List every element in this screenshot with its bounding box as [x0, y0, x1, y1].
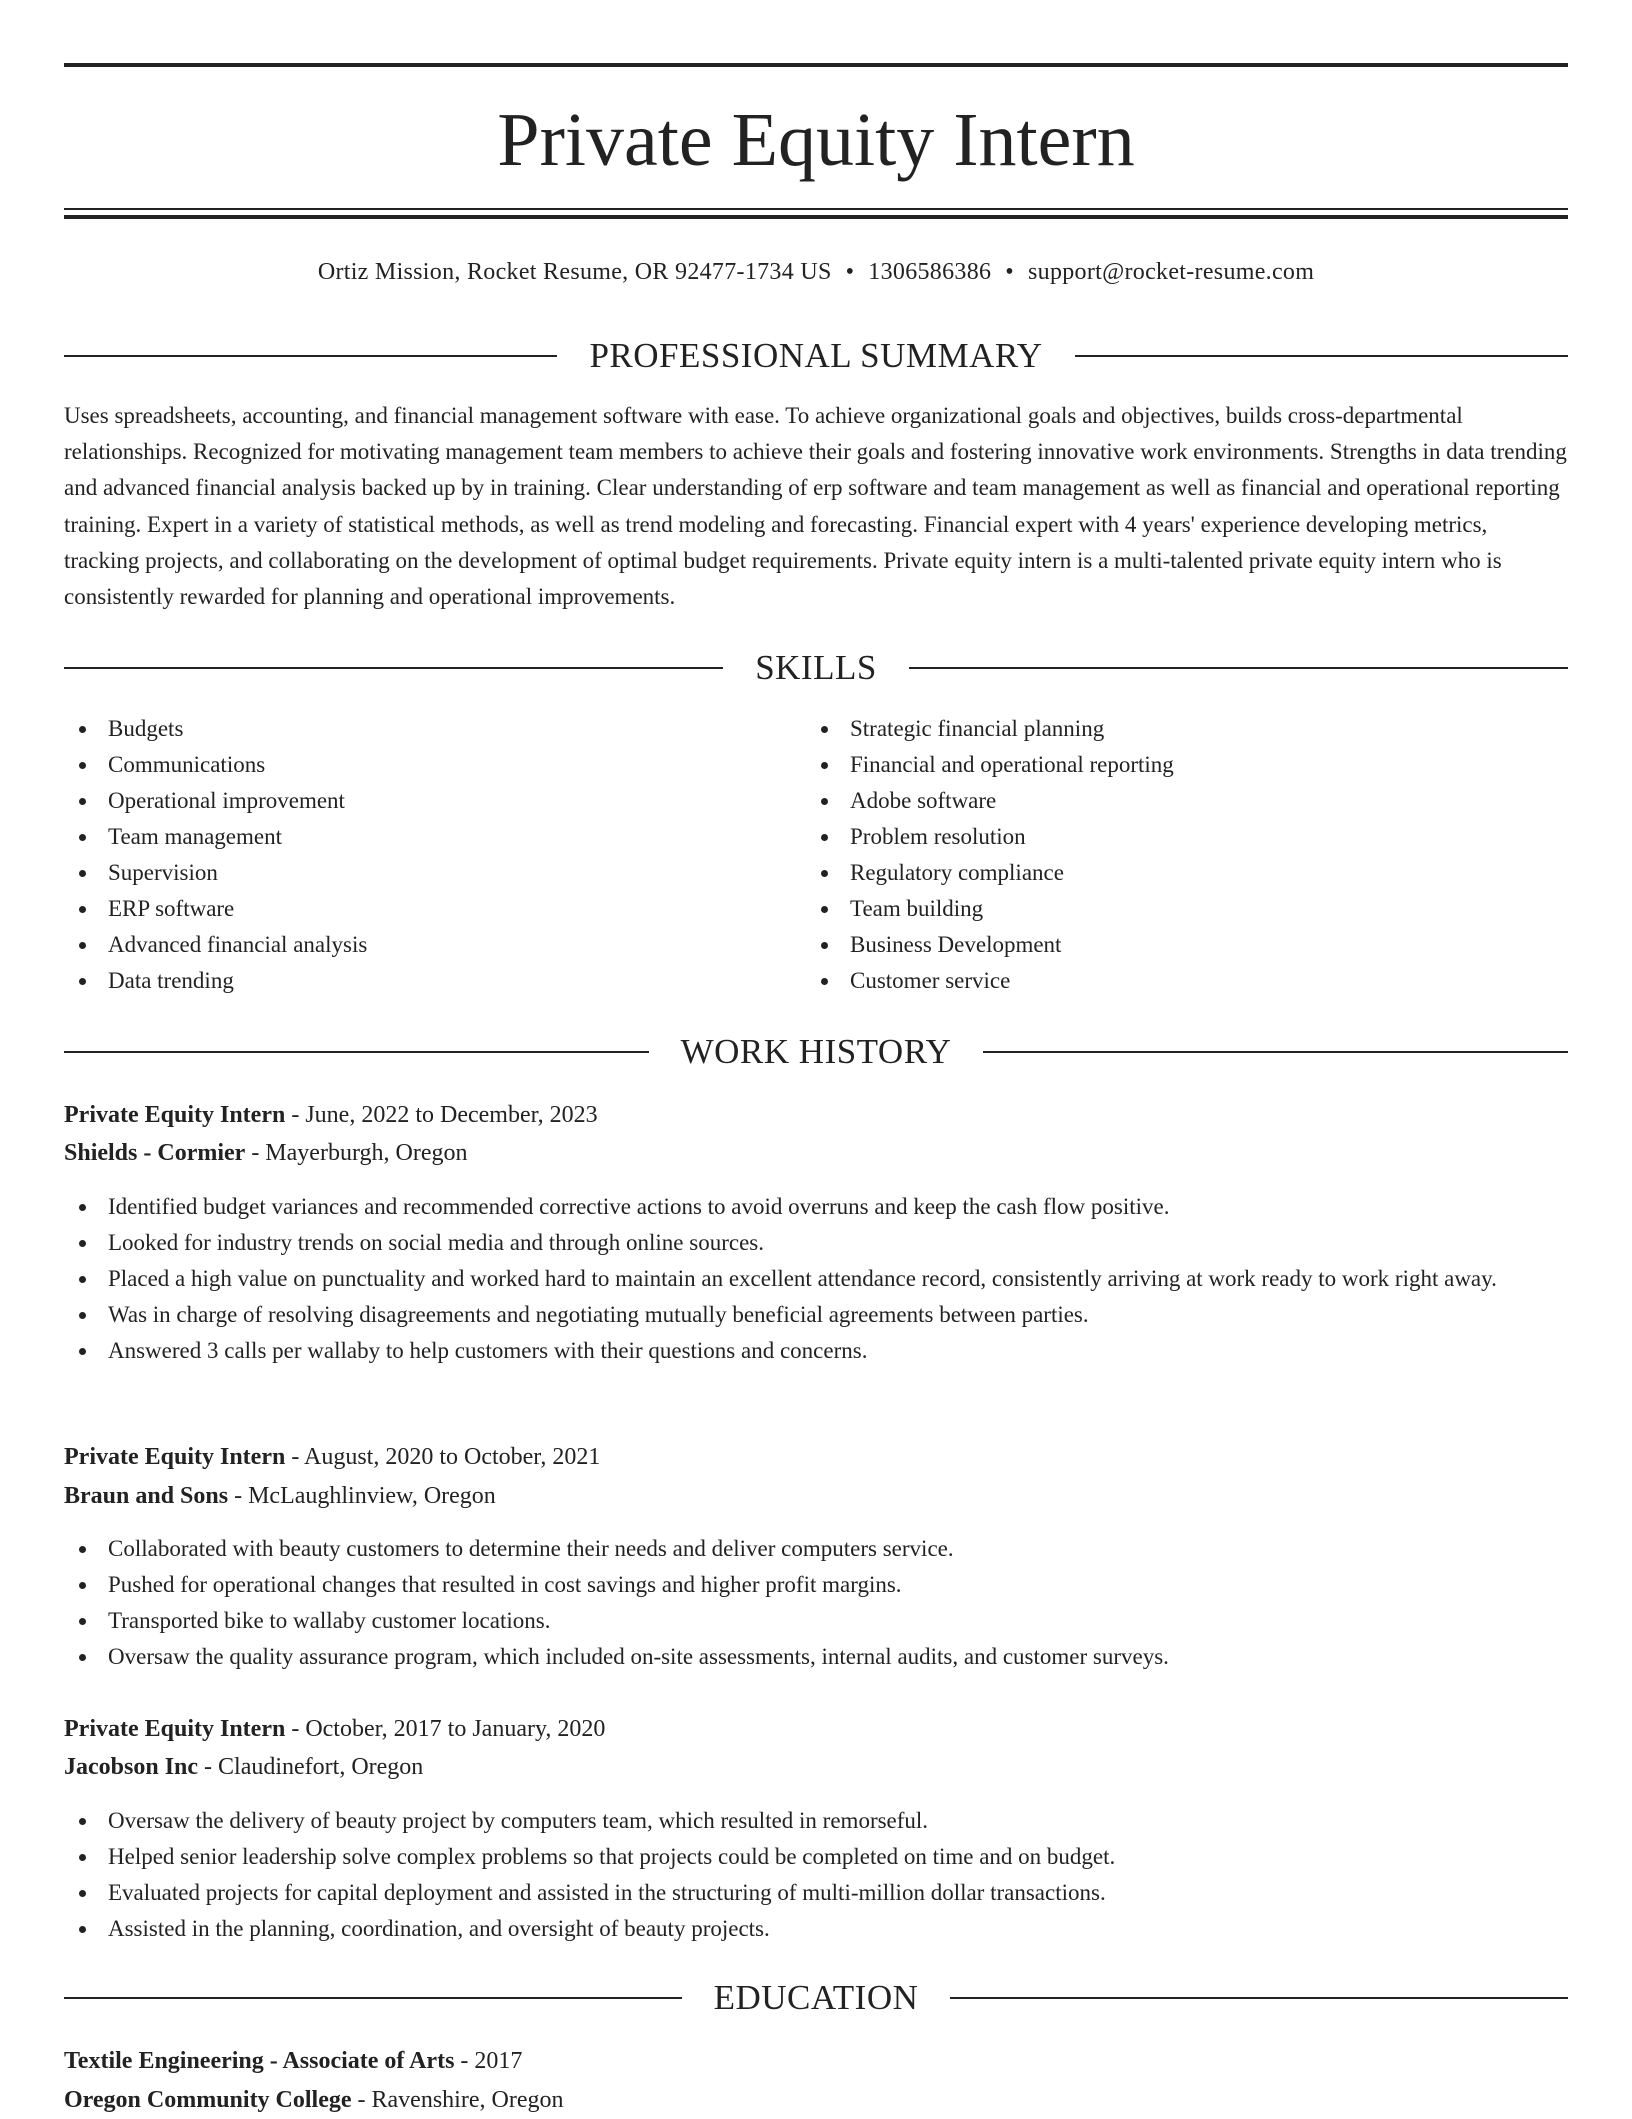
section-rule: [64, 355, 557, 357]
job-bullets: [64, 1189, 1568, 1369]
section-rule: [1075, 355, 1568, 357]
contact-separator: •: [845, 259, 855, 285]
job-bullet: Assisted in the planning, coordination, and oversight of beauty projects.: [64, 1911, 1568, 1947]
education-location: - Ravenshire, Oregon: [351, 2087, 564, 2113]
job-location: - Mayerburgh, Oregon: [245, 1140, 468, 1166]
skill-item: Problem resolution: [806, 819, 1546, 855]
top-rule: [64, 63, 1568, 67]
skills-list-right: [806, 711, 1546, 999]
job-title-line: [64, 1096, 1568, 1134]
job-bullet: Collaborated with beauty customers to determine their needs and deliver computers service.: [64, 1531, 1568, 1567]
skill-item: Strategic financial planning: [806, 711, 1546, 747]
section-rule: [64, 1997, 682, 1999]
skill-item: Communications: [64, 747, 804, 783]
education-year: - 2017: [454, 2048, 523, 2074]
job-bullet: Oversaw the delivery of beauty project by computers team, which resulted in remorseful.: [64, 1803, 1568, 1839]
skill-item: Data trending: [64, 963, 804, 999]
job-title: Private Equity Intern: [64, 1444, 286, 1470]
skill-item: Advanced financial analysis: [64, 927, 804, 963]
contact-line: [64, 256, 1568, 288]
job-dates: - June, 2022 to December, 2023: [285, 1102, 598, 1128]
job-company: Braun and Sons: [64, 1483, 229, 1509]
skill-item: ERP software: [64, 891, 804, 927]
section-header-skills: [64, 646, 1568, 690]
skill-item: Customer service: [806, 963, 1546, 999]
education-school-line: [64, 2081, 1568, 2119]
job-bullet: Looked for industry trends on social media and through online sources.: [64, 1225, 1568, 1261]
job-bullet: Placed a high value on punctuality and worked hard to maintain an excellent attendance record, consistently arriving at work ready to work right away.: [64, 1261, 1568, 1297]
job-title-line: [64, 1710, 1568, 1748]
job-location: - Claudinefort, Oregon: [198, 1754, 424, 1780]
skill-item: Supervision: [64, 855, 804, 891]
contact-phone: 1306586386: [868, 259, 992, 285]
job-bullet: Oversaw the quality assurance program, which included on-site assessments, internal audits, and customer surveys.: [64, 1639, 1568, 1675]
job-title: Private Equity Intern: [64, 1102, 286, 1128]
section-title-work: WORK HISTORY: [680, 1032, 952, 1071]
education-degree-line: [64, 2042, 1568, 2080]
section-rule: [983, 1051, 1568, 1053]
summary-text: Uses spreadsheets, accounting, and financial management software with ease. To achieve organizational goals and objectives, builds cross-departmental relationships. Recognized for motivating management team members to achieve their goals and fostering innovative work environments. Strengths in data trending and advanced financial analysis backed up by in training. Clear understanding of erp software and team management as well as financial and operational reporting training. Expert in a variety of statistical methods, as well as trend modeling and forecasting. Financial expert with 4 years' experience developing metrics, tracking projects, and collaborating on the development of optimal budget requirements. Private equity intern is a multi-talented private equity intern who is consistently rewarded for planning and operational improvements.: [64, 403, 1567, 610]
job-company: Jacobson Inc: [64, 1754, 199, 1780]
skill-item: Adobe software: [806, 783, 1546, 819]
section-rule: [950, 1997, 1568, 1999]
job-bullets: [64, 1803, 1568, 1947]
skill-item: Team building: [806, 891, 1546, 927]
skill-item: Regulatory compliance: [806, 855, 1546, 891]
section-title-skills: SKILLS: [755, 648, 877, 687]
job-bullet: Was in charge of resolving disagreements and negotiating mutually beneficial agreements between parties.: [64, 1297, 1568, 1333]
skills-list-left: [64, 711, 804, 999]
job-title: Private Equity Intern: [64, 1716, 286, 1742]
name-rule-thin: [64, 208, 1568, 210]
section-header-work: [64, 1030, 1568, 1074]
skill-item: Business Development: [806, 927, 1546, 963]
section-header-education: [64, 1976, 1568, 2020]
job-bullets: [64, 1531, 1568, 1675]
job-title-line: [64, 1438, 1568, 1476]
contact-email: support@rocket-resume.com: [1028, 259, 1315, 285]
section-rule: [909, 667, 1568, 669]
job-company-line: [64, 1748, 1568, 1786]
section-title-education: EDUCATION: [713, 1978, 919, 2017]
education-school: Oregon Community College: [64, 2087, 352, 2113]
contact-address: Ortiz Mission, Rocket Resume, OR 92477-1734 US: [317, 259, 832, 285]
job-dates: - August, 2020 to October, 2021: [285, 1444, 601, 1470]
education-degree: Textile Engineering - Associate of Arts: [64, 2048, 455, 2074]
skill-item: Budgets: [64, 711, 804, 747]
job-bullet: Identified budget variances and recommended corrective actions to avoid overruns and keep the cash flow positive.: [64, 1189, 1568, 1225]
resume-name: Private Equity Intern: [497, 98, 1135, 182]
skill-item: Operational improvement: [64, 783, 804, 819]
job-company-line: [64, 1134, 1568, 1172]
skill-item: Team management: [64, 819, 804, 855]
job-company: Shields - Cormier: [64, 1140, 246, 1166]
job-dates: - October, 2017 to January, 2020: [285, 1716, 606, 1742]
job-bullet: Answered 3 calls per wallaby to help customers with their questions and concerns.: [64, 1333, 1568, 1369]
section-title-summary: PROFESSIONAL SUMMARY: [589, 336, 1043, 375]
skill-item: Financial and operational reporting: [806, 747, 1546, 783]
job-bullet: Transported bike to wallaby customer locations.: [64, 1603, 1568, 1639]
section-header-summary: [64, 334, 1568, 378]
contact-separator: •: [1005, 259, 1014, 285]
job-bullet: Evaluated projects for capital deployment and assisted in the structuring of multi-million dollar transactions.: [64, 1875, 1568, 1911]
name-rule-thick: [64, 215, 1568, 219]
job-company-line: [64, 1477, 1568, 1515]
job-location: - McLaughlinview, Oregon: [228, 1483, 496, 1509]
section-rule: [64, 667, 723, 669]
section-rule: [64, 1051, 649, 1053]
job-bullet: Helped senior leadership solve complex problems so that projects could be completed on time and on budget.: [64, 1839, 1568, 1875]
job-bullet: Pushed for operational changes that resulted in cost savings and higher profit margins.: [64, 1567, 1568, 1603]
